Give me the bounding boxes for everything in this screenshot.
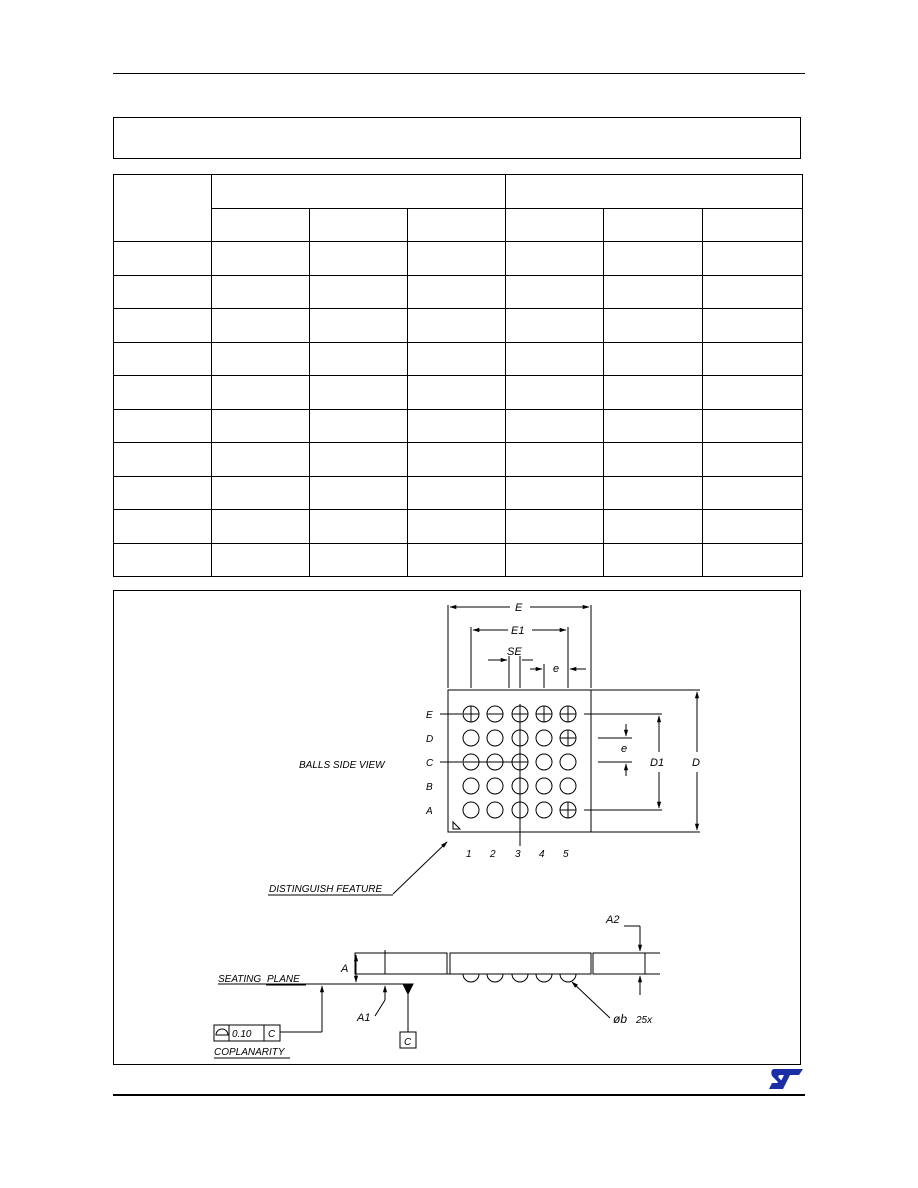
top-view-labels	[269, 602, 700, 895]
top-view	[268, 605, 700, 895]
dim-A2-label: A2	[606, 914, 620, 926]
dim-E-label: E	[515, 602, 523, 614]
dim-A1-label: A1	[357, 1012, 371, 1024]
dim-e-top-label: e	[553, 663, 560, 675]
dim-SE-label: SE	[507, 646, 522, 658]
footer-rule	[113, 1094, 805, 1096]
ball-diameter-label: øb	[613, 1012, 628, 1026]
plane-label: PLANE	[267, 974, 300, 985]
distinguish-feature-label: DISTINGUISH FEATURE	[269, 884, 383, 895]
coplanarity-value: 0.10	[232, 1029, 252, 1040]
col-label-1: 1	[466, 849, 472, 860]
row-label-A: A	[426, 806, 433, 817]
dim-e-side-label: e	[621, 743, 628, 755]
datum-C-label: C	[404, 1037, 412, 1048]
col-label-5: 5	[563, 849, 569, 860]
col-label-4: 4	[539, 849, 545, 860]
pin1-marker	[453, 822, 460, 829]
coplanarity-label: COPLANARITY	[214, 1047, 285, 1058]
dim-A-label: A	[341, 963, 349, 975]
seating-label: SEATING	[218, 974, 262, 985]
ball-count-label: 25x	[636, 1015, 653, 1026]
dim-E1-label: E1	[511, 625, 525, 637]
col-label-2: 2	[490, 849, 496, 860]
row-label-E: E	[426, 710, 433, 721]
row-label-D: D	[426, 734, 434, 745]
dim-D-label: D	[692, 757, 700, 769]
row-label-C: C	[426, 758, 434, 769]
side-view	[214, 926, 660, 1058]
st-logo	[768, 1068, 804, 1090]
coplanarity-datum: C	[268, 1029, 276, 1040]
row-label-B: B	[426, 782, 433, 793]
balls-side-view-label: BALLS SIDE VIEW	[299, 760, 385, 771]
col-label-3: 3	[515, 849, 521, 860]
dim-D1-label: D1	[650, 757, 665, 769]
